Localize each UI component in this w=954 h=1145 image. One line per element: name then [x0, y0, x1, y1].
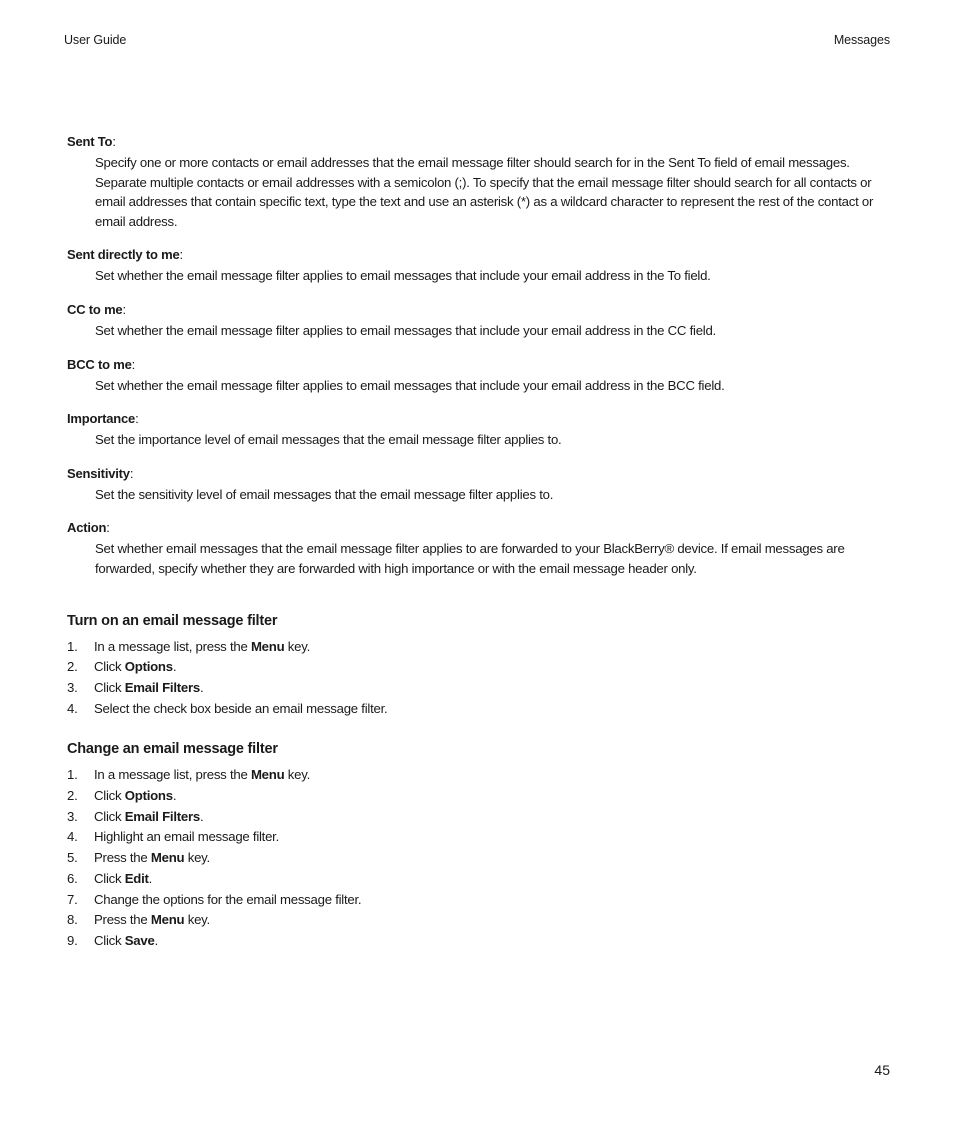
step-item: 4. Select the check box beside an email message filter. — [67, 700, 388, 716]
running-header-left: User Guide — [64, 33, 127, 47]
definition-term-action: Action: — [67, 520, 110, 536]
step-item: 6. Click Edit. — [67, 870, 153, 886]
page-number: 45 — [874, 1062, 890, 1078]
definition-desc-sensitivity: Set the sensitivity level of email messages that the email message filter applies to. — [95, 486, 554, 502]
definition-term-sent-directly-to-me: Sent directly to me: — [67, 247, 183, 263]
definition-desc-importance: Set the importance level of email messages that the email message filter applies to. — [95, 432, 562, 448]
step-item: 8. Press the Menu key. — [67, 912, 210, 928]
step-item: 1. In a message list, press the Menu key. — [67, 767, 310, 783]
definition-term-sensitivity: Sensitivity: — [67, 465, 134, 481]
definition-desc-cc-to-me: Set whether the email message filter applies to email messages that include your email address in the CC field. — [95, 322, 716, 338]
definition-term-importance: Importance: — [67, 411, 139, 427]
change-filter-steps — [67, 765, 893, 951]
page-content — [67, 133, 893, 952]
step-item: 4. Highlight an email message filter. — [67, 829, 280, 845]
definition-term-sent-to: Sent To: — [67, 134, 116, 149]
running-header-right: Messages — [833, 33, 890, 47]
step-item: 5. Press the Menu key. — [67, 850, 210, 866]
definition-term-cc-to-me: CC to me: — [67, 301, 126, 317]
definition-desc-action: Set whether email messages that the email message filter applies to are forwarded to your BlackBerry® device. If email messages are forwarded, specify whether they are forwarded with high importance or with the email message header only. — [95, 541, 845, 576]
section-heading-change-filter: Change an email message filter — [67, 741, 278, 758]
definition-desc-sent-directly-to-me: Set whether the email message filter applies to email messages that include your email address in the To field. — [95, 268, 711, 284]
turn-on-filter-steps — [67, 637, 893, 720]
step-item: 2. Click Options. — [67, 659, 177, 675]
step-item: 7. Change the options for the email message filter. — [67, 891, 362, 907]
step-item: 9. Click Save. — [67, 932, 158, 948]
step-item: 1. In a message list, press the Menu key. — [67, 638, 310, 654]
field-definitions-list — [67, 133, 893, 579]
definition-term-bcc-to-me: BCC to me: — [67, 356, 136, 372]
step-item: 3. Click Email Filters. — [67, 808, 204, 824]
definition-desc-sent-to: Specify one or more contacts or email addresses that the email message filter should search for in the Sent To field of email messages. Separate multiple contacts or email addresses with a semicolon (;). To specify that the email message filter should search for all contacts or email addresses that contain specific text, type the text and use an asterisk (*) as a wildcard character to represent the rest of the contact or email address. — [95, 155, 874, 229]
section-heading-turn-on-filter: Turn on an email message filter — [67, 612, 278, 629]
step-item: 2. Click Options. — [67, 788, 177, 804]
definition-desc-bcc-to-me: Set whether the email message filter applies to email messages that include your email address in the BCC field. — [95, 377, 725, 393]
step-item: 3. Click Email Filters. — [67, 679, 204, 695]
